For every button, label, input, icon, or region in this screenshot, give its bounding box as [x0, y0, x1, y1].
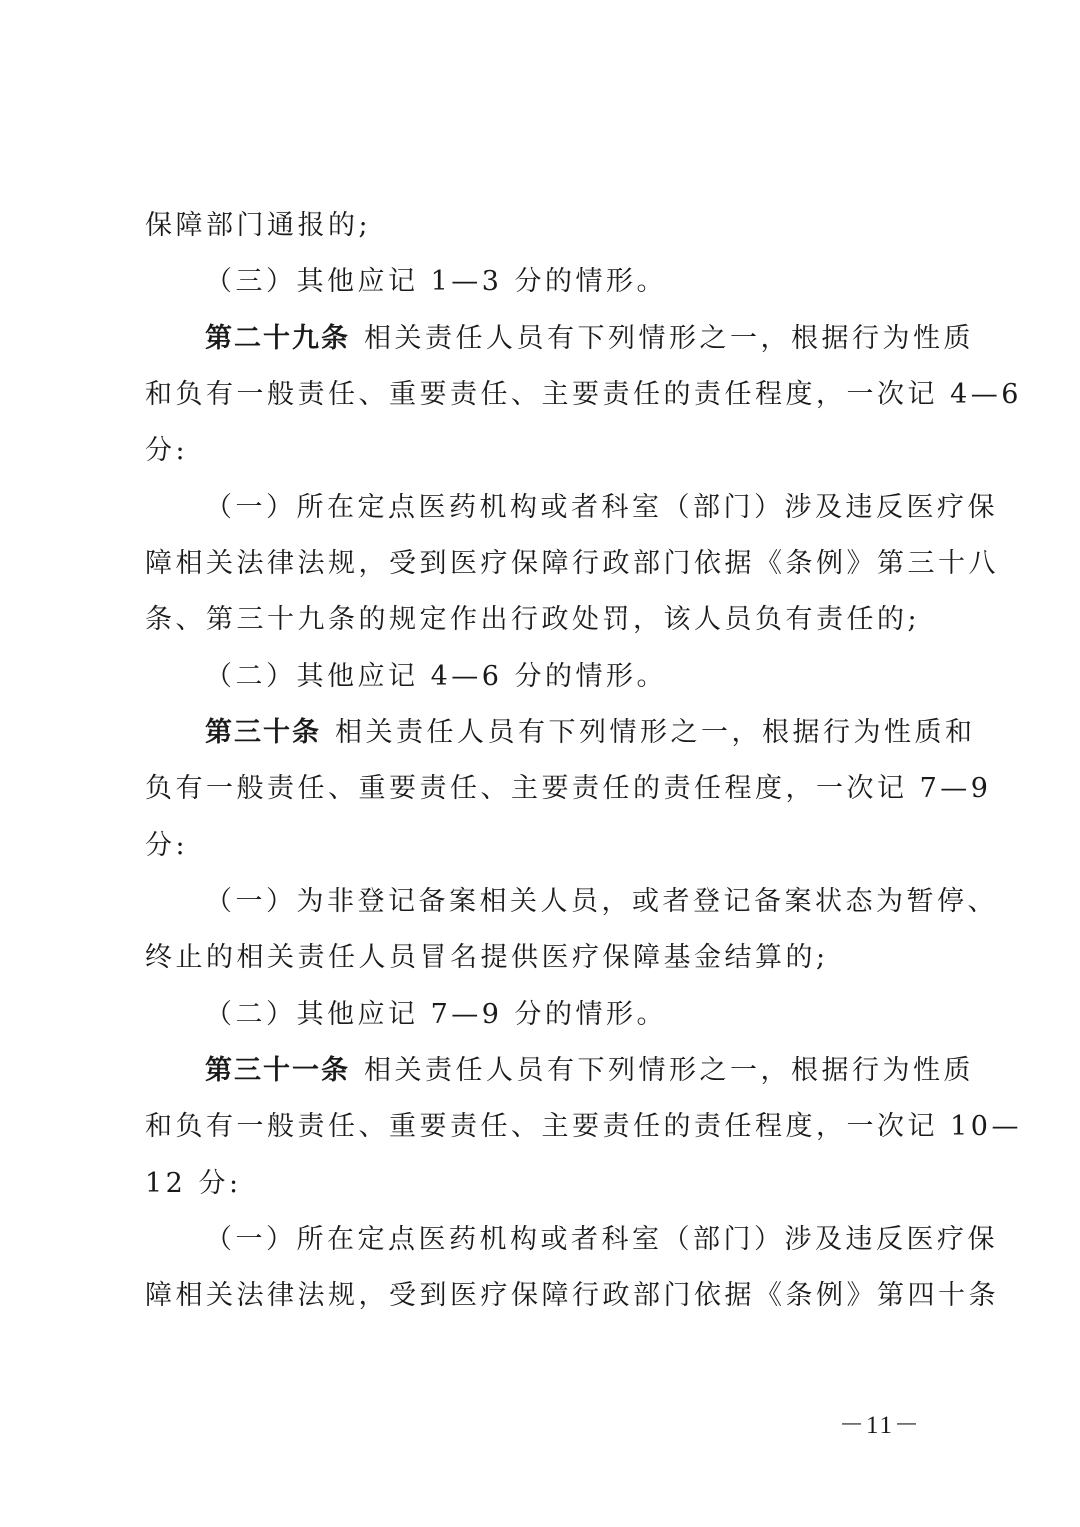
- paragraph-line: 和负有一般责任、重要责任、主要责任的责任程度，一次记 4—6: [145, 379, 1022, 410]
- page-number: －11－: [838, 1412, 922, 1439]
- paragraph-line: 分:: [145, 830, 189, 861]
- paragraph-line: 保障部门通报的;: [145, 210, 372, 241]
- list-item: （三）其他应记 1—3 分的情形。: [205, 266, 668, 297]
- list-item: （一）为非登记备案相关人员，或者登记备案状态为暂停、: [205, 886, 998, 917]
- article-31-heading: 第三十一条: [205, 1055, 350, 1086]
- article-29-first-line: [205, 321, 974, 357]
- paragraph-line: 相关责任人员有下列情形之一，根据行为性质: [364, 323, 974, 354]
- paragraph-line: 障相关法律法规，受到医疗保障行政部门依据《条例》第三十八: [145, 548, 999, 579]
- paragraph-line: 负有一般责任、重要责任、主要责任的责任程度，一次记 7—9: [145, 773, 992, 804]
- paragraph-line: 终止的相关责任人员冒名提供医疗保障基金结算的;: [145, 942, 829, 973]
- paragraph-line: 分:: [145, 435, 189, 466]
- paragraph-line: 条、第三十九条的规定作出行政处罚，该人员负有责任的;: [145, 604, 921, 635]
- article-31-first-line: [205, 1053, 974, 1089]
- article-30-heading: 第三十条: [205, 717, 321, 748]
- list-item: （一）所在定点医药机构或者科室（部门）涉及违反医疗保: [205, 492, 998, 523]
- paragraph-line: 障相关法律法规，受到医疗保障行政部门依据《条例》第四十条: [145, 1280, 999, 1311]
- paragraph-line: 相关责任人员有下列情形之一，根据行为性质: [364, 1055, 974, 1086]
- paragraph-line: 12 分:: [145, 1168, 242, 1199]
- paragraph-line: 相关责任人员有下列情形之一，根据行为性质和: [335, 717, 976, 748]
- list-item: （二）其他应记 7—9 分的情形。: [205, 999, 668, 1030]
- article-30-first-line: [205, 715, 976, 751]
- list-item: （一）所在定点医药机构或者科室（部门）涉及违反医疗保: [205, 1224, 998, 1255]
- list-item: （二）其他应记 4—6 分的情形。: [205, 661, 668, 692]
- paragraph-line: 和负有一般责任、重要责任、主要责任的责任程度，一次记 10—: [145, 1111, 1022, 1142]
- article-29-heading: 第二十九条: [205, 323, 350, 354]
